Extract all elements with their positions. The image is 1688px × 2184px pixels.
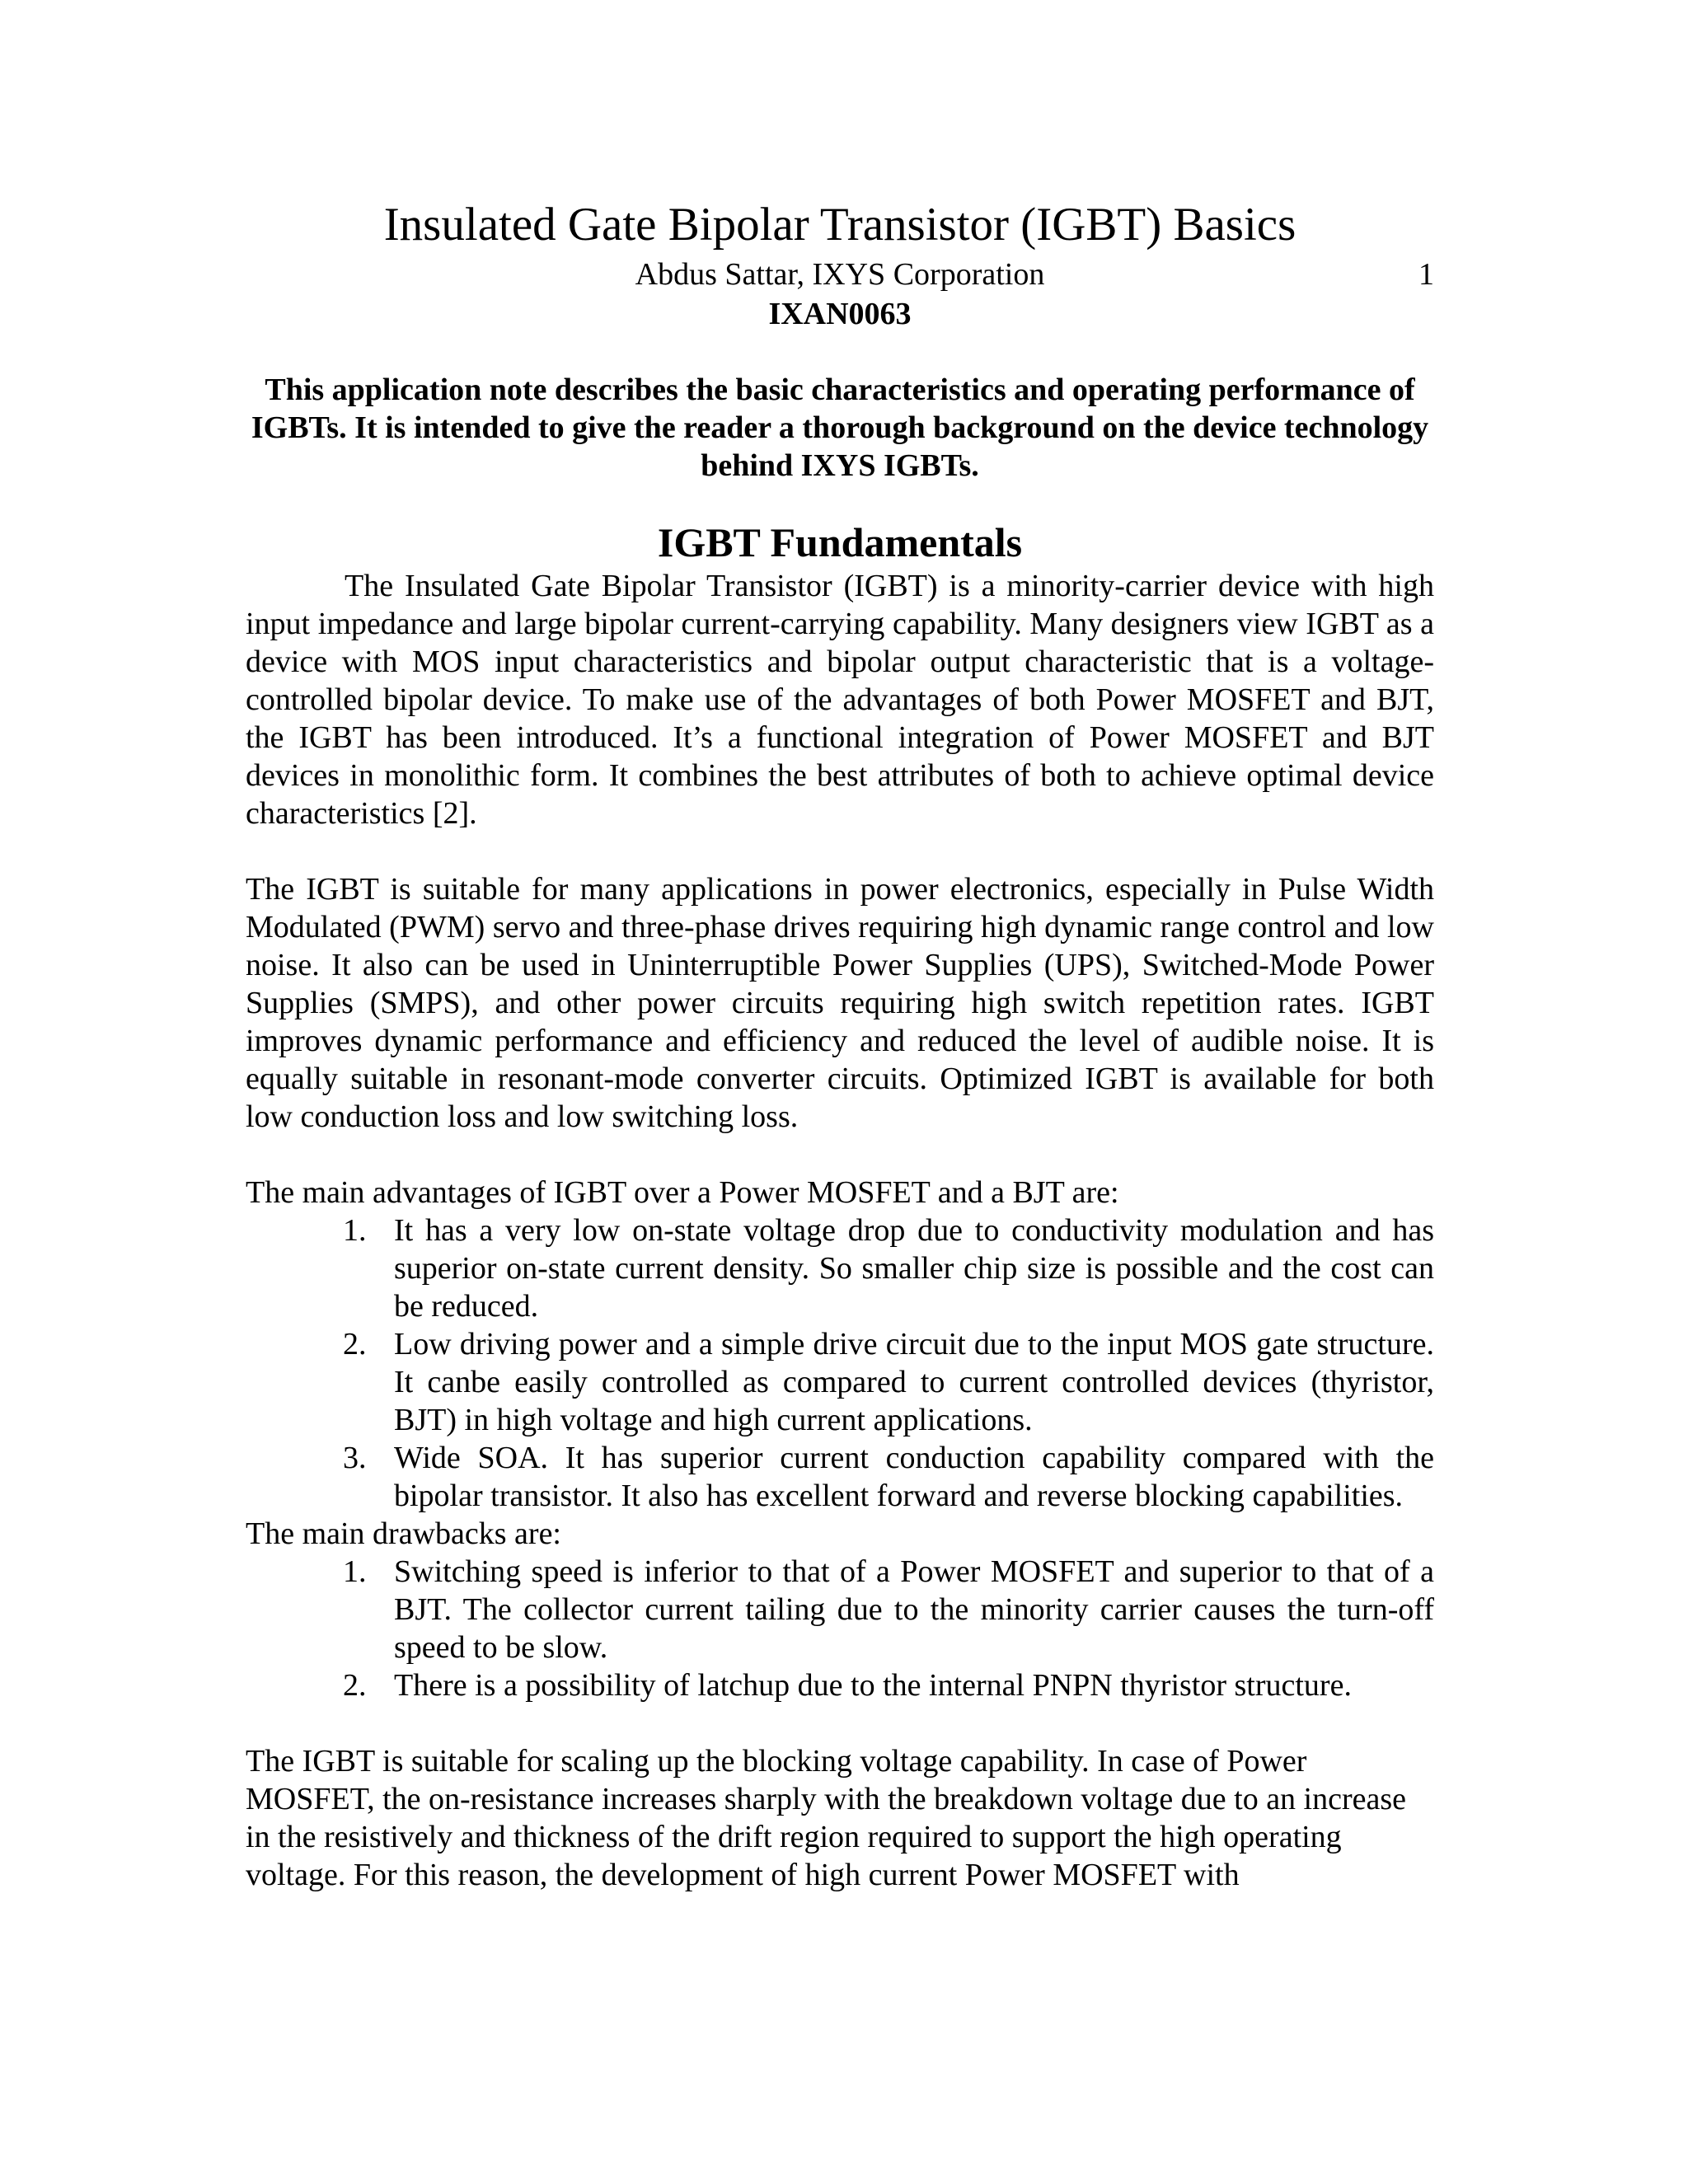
advantages-list bbox=[246, 1212, 1434, 1515]
drawbacks-intro: The main drawbacks are: bbox=[246, 1516, 561, 1551]
abstract: This application note describes the basic characteristics and operating performance of IGBTs. It is intended to give the reader a thorough background on the device technology behind IXYS IGBTs. bbox=[251, 373, 1429, 483]
author-name: Abdus Sattar, IXYS Corporation bbox=[635, 257, 1045, 292]
document-id: IXAN0063 bbox=[768, 297, 912, 331]
drawbacks-list bbox=[246, 1553, 1434, 1704]
author-line bbox=[246, 254, 1434, 295]
list-item bbox=[246, 1439, 1434, 1515]
list-item-text: Switching speed is inferior to that of a Power MOSFET and superior to that of a BJT. The collector current tailing due to the minority carrier causes the turn-off speed to be slow. bbox=[394, 1554, 1434, 1665]
list-item-text: Low driving power and a simple drive circuit due to the input MOS gate structure. It canbe easily controlled as compared to current controlled devices (thyristor, BJT) in high voltage and high current applications. bbox=[394, 1327, 1434, 1437]
document-page bbox=[246, 196, 1434, 1894]
list-item-number: 1. bbox=[343, 1554, 367, 1589]
section-heading: IGBT Fundamentals bbox=[657, 519, 1023, 565]
list-item-number: 2. bbox=[343, 1668, 367, 1703]
paragraph-intro: The Insulated Gate Bipolar Transistor (IGBT) is a minority-carrier device with high input impedance and large bipolar current-carrying capability. Many designers view IGBT as a device with MOS input characteristics and bipolar output characteristic that is a voltage-controlled bipolar device. To make use of the advantages of both Power MOSFET and BJT, the IGBT has been introduced. It’s a functional integration of Power MOSFET and BJT devices in monolithic form. It combines the best attributes of both to achieve optimal device characteristics [2]. bbox=[246, 569, 1434, 831]
list-item bbox=[246, 1212, 1434, 1325]
page-number: 1 bbox=[1418, 257, 1434, 292]
list-item bbox=[246, 1325, 1434, 1439]
list-item bbox=[246, 1553, 1434, 1666]
paragraph-applications: The IGBT is suitable for many applications in power electronics, especially in Pulse Width Modulated (PWM) servo and three-phase drives requiring high dynamic range control and low noise. It also can be used in Uninterruptible Power Supplies (UPS), Switched-Mode Power Supplies (SMPS), and other power circuits requiring high switch repetition rates. IGBT improves dynamic performance and efficiency and reduced the level of audible noise. It is equally suitable in resonant-mode converter circuits. Optimized IGBT is available for both low conduction loss and low switching loss. bbox=[246, 872, 1434, 1134]
paragraph-scaling: The IGBT is suitable for scaling up the blocking voltage capability. In case of Power MOSFET, the on-resistance increases sharply with the breakdown voltage due to an increase in the resistively and thickness of the drift region required to support the high operating voltage. For this reason, the development of high current Power MOSFET with bbox=[246, 1744, 1407, 1892]
list-item-number: 3. bbox=[343, 1441, 367, 1475]
list-item-text: Wide SOA. It has superior current conduction capability compared with the bipolar transistor. It also has excellent forward and reverse blocking capabilities. bbox=[394, 1441, 1434, 1513]
list-item-number: 2. bbox=[343, 1327, 367, 1361]
list-item bbox=[246, 1666, 1434, 1704]
document-title: Insulated Gate Bipolar Transistor (IGBT) Basics bbox=[383, 199, 1296, 251]
list-item-text: There is a possibility of latchup due to the internal PNPN thyristor structure. bbox=[394, 1668, 1352, 1703]
advantages-intro: The main advantages of IGBT over a Power MOSFET and a BJT are: bbox=[246, 1175, 1119, 1210]
list-item-number: 1. bbox=[343, 1213, 367, 1248]
list-item-text: It has a very low on-state voltage drop due to conductivity modulation and has superior on-state current density. So smaller chip size is possible and the cost can be reduced. bbox=[394, 1213, 1434, 1324]
